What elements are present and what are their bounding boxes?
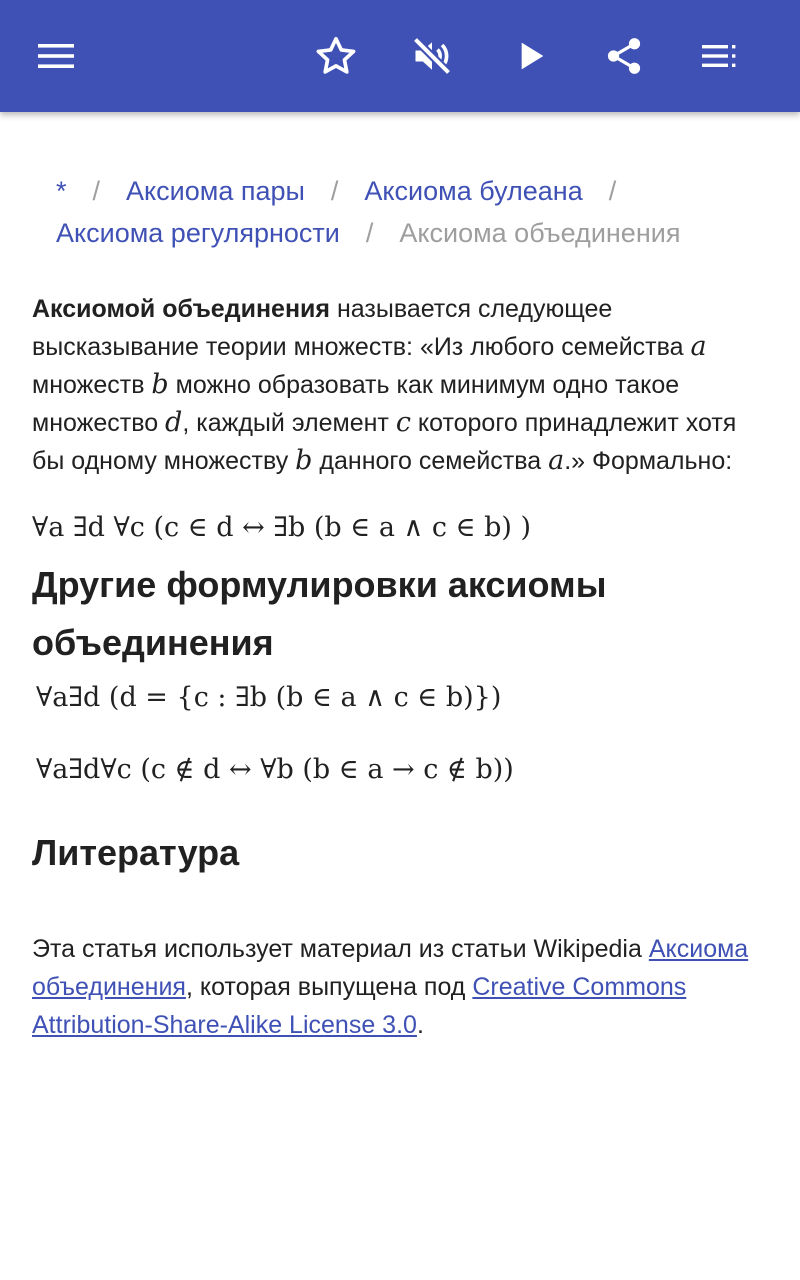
heading-other-formulations: Другие формулировки аксиомы объединения bbox=[32, 564, 607, 663]
breadcrumb-item-root[interactable]: * bbox=[56, 176, 67, 206]
breadcrumb-separator: / bbox=[608, 176, 617, 206]
mute-button[interactable] bbox=[402, 26, 462, 86]
formula-alt-1: ∀a∃d (d = {c : ∃b (b ∈ a ∧ c ∈ b)}) bbox=[36, 682, 502, 713]
breadcrumb-item-pair[interactable]: Аксиома пары bbox=[126, 176, 305, 206]
list-icon bbox=[700, 41, 740, 71]
menu-button[interactable] bbox=[26, 26, 86, 86]
breadcrumb-separator: / bbox=[365, 218, 374, 248]
play-button[interactable] bbox=[500, 26, 560, 86]
intro-text: данного семейства bbox=[312, 447, 549, 475]
breadcrumb bbox=[32, 170, 768, 254]
intro-text: которого принадлежит хотя бы одному множеству bbox=[32, 409, 737, 475]
intro-bold-term: Аксиомой объединения bbox=[32, 295, 331, 323]
literature-paragraph bbox=[32, 930, 768, 1044]
math-var: a bbox=[548, 445, 565, 476]
intro-text: .» Формально: bbox=[564, 447, 733, 475]
math-var: a bbox=[690, 331, 707, 362]
literature-text: Эта статья использует материал из статьи Wikipedia bbox=[32, 935, 649, 963]
breadcrumb-separator: / bbox=[330, 176, 339, 206]
intro-text: множеств bbox=[32, 371, 152, 399]
share-icon bbox=[603, 35, 645, 77]
star-icon bbox=[314, 34, 358, 78]
math-var: b bbox=[151, 369, 169, 400]
breadcrumb-item-powerset[interactable]: Аксиома булеана bbox=[364, 176, 583, 206]
intro-paragraph bbox=[32, 290, 768, 480]
breadcrumb-item-regularity[interactable]: Аксиома регулярности bbox=[56, 218, 340, 248]
article-content bbox=[32, 170, 768, 1044]
intro-text: называется следующее высказывание теории множеств: «Из любого семейства bbox=[32, 295, 691, 361]
intro-text: можно образовать как минимум одно такое множество bbox=[32, 371, 680, 437]
literature-text: , которая выпущена под bbox=[185, 973, 473, 1001]
license-link[interactable]: Creative Commons Attribution-Share-Alike License 3.0 bbox=[32, 973, 687, 1039]
breadcrumb-current: Аксиома объединения bbox=[399, 218, 681, 248]
math-var: d bbox=[165, 407, 183, 438]
math-var: c bbox=[395, 407, 411, 438]
contents-button[interactable] bbox=[690, 26, 750, 86]
intro-text: , каждый элемент bbox=[182, 409, 396, 437]
share-button[interactable] bbox=[594, 26, 654, 86]
breadcrumb-separator: / bbox=[92, 176, 101, 206]
app-toolbar bbox=[0, 0, 800, 112]
wikipedia-article-link[interactable]: Аксиома объединения bbox=[32, 935, 749, 1001]
literature-text: . bbox=[416, 1011, 424, 1039]
play-icon bbox=[510, 36, 550, 76]
formula-main: ∀a ∃d ∀c (c ∈ d ↔ ∃b (b ∈ a ∧ c ∈ b) ) bbox=[32, 512, 532, 543]
formula-alt-2: ∀a∃d∀c (c ∉ d ↔ ∀b (b ∈ a → c ∉ b)) bbox=[36, 754, 514, 785]
favorite-button[interactable] bbox=[306, 26, 366, 86]
menu-icon bbox=[36, 41, 76, 71]
volume-off-icon bbox=[410, 34, 454, 78]
math-var: b bbox=[295, 445, 313, 476]
heading-literature: Литература bbox=[32, 832, 240, 873]
